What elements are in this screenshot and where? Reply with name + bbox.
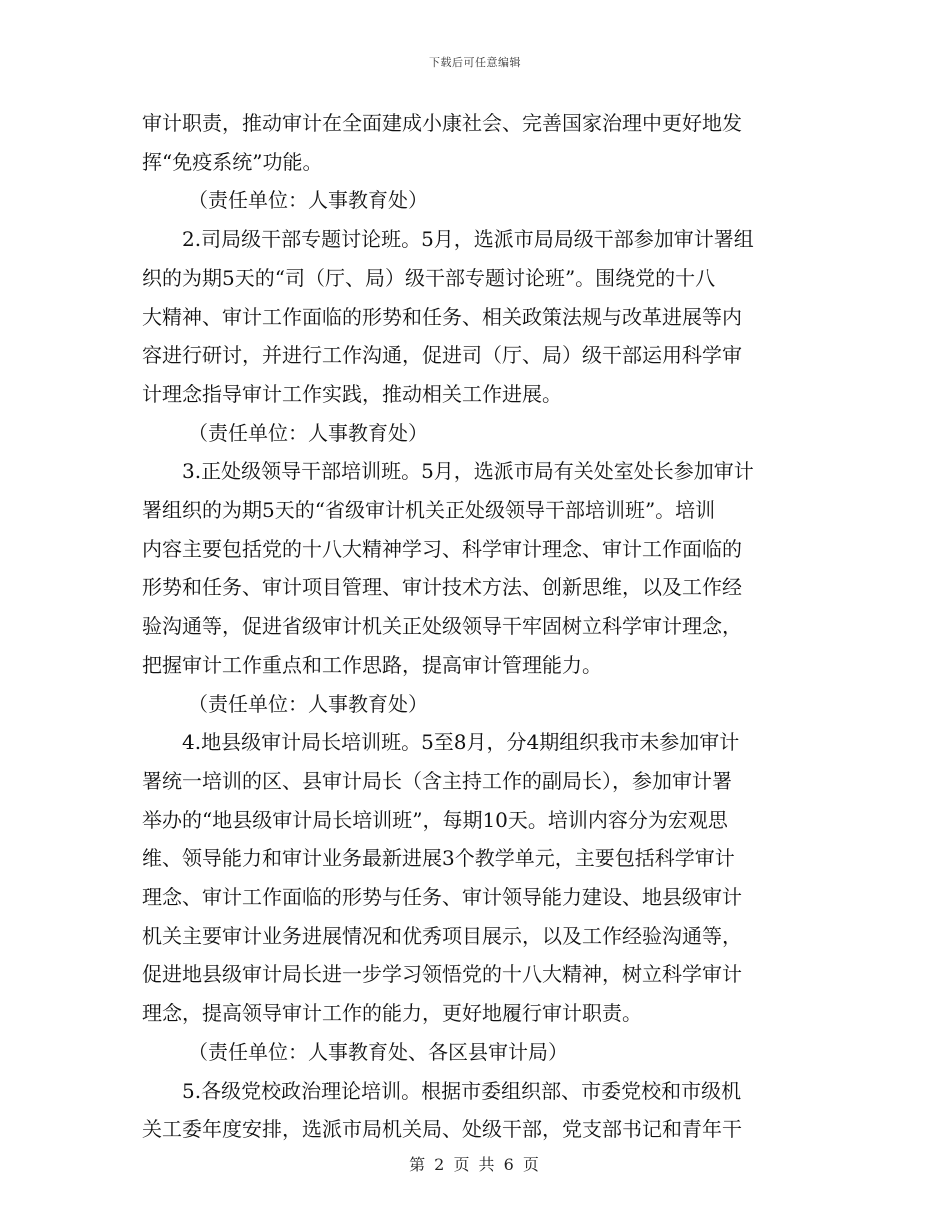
- responsibility-note: （责任单位：人事教育处、各区县审计局）: [188, 1039, 568, 1064]
- paragraph-start-line: 4.地县级审计局长培训班。5至8月，分4期组织我市未参加审计: [182, 730, 740, 755]
- text-line: 关工委年度安排，选派市局机关局、处级干部，党支部书记和青年干: [142, 1117, 742, 1142]
- text-line: 织的为期5天的“司（厅、局）级干部专题讨论班”。围绕党的十八: [142, 265, 716, 290]
- text-line: 挥“免疫系统”功能。: [142, 149, 323, 174]
- text-line: 计理念指导审计工作实践，推动相关工作进展。: [142, 381, 562, 406]
- text-line: 维、领导能力和审计业务最新进展3个教学单元，主要包括科学审计: [142, 846, 735, 871]
- text-line: 理念、审计工作面临的形势与任务、审计领导能力建设、地县级审计: [142, 885, 742, 910]
- text-line: 署统一培训的区、县审计局长（含主持工作的副局长），参加审计署: [142, 768, 732, 793]
- paragraph-start-line: 2.司局级干部专题讨论班。5月，选派市局局级干部参加审计署组: [182, 227, 754, 252]
- text-line: 理念，提高领导审计工作的能力，更好地履行审计职责。: [142, 1001, 642, 1026]
- text-line: 内容主要包括党的十八大精神学习、科学审计理念、审计工作面临的: [142, 536, 742, 561]
- text-line: 验沟通等，促进省级审计机关正处级领导干牢固树立科学审计理念，: [142, 614, 742, 639]
- responsibility-note: （责任单位：人事教育处）: [188, 188, 428, 213]
- text-line: 审计职责，推动审计在全面建成小康社会、完善国家治理中更好地发: [142, 111, 742, 135]
- text-line: 署组织的为期5天的“省级审计机关正处级领导干部培训班”。培训: [142, 498, 716, 523]
- text-line: 形势和任务、审计项目管理、审计技术方法、创新思维，以及工作经: [142, 575, 742, 600]
- responsibility-note: （责任单位：人事教育处）: [188, 420, 428, 445]
- text-line: 把握审计工作重点和工作思路，提高审计管理能力。: [142, 652, 602, 677]
- document-body: [142, 104, 814, 1149]
- text-line: 机关主要审计业务进展情况和优秀项目展示，以及工作经验沟通等，: [142, 923, 742, 948]
- paragraph-start-line: 3.正处级领导干部培训班。5月，选派市局有关处室处长参加审计: [182, 459, 754, 484]
- page-header: 下载后可任意编辑: [429, 56, 521, 69]
- text-line: 大精神、审计工作面临的形势和任务、相关政策法规与改革进展等内: [142, 304, 742, 329]
- paragraph-start-line: 5.各级党校政治理论培训。根据市委组织部、市委党校和市级机: [182, 1078, 742, 1103]
- page-footer: 第 2 页 共 6 页: [409, 1155, 541, 1174]
- responsibility-note: （责任单位：人事教育处）: [188, 691, 428, 716]
- text-line: 容进行研讨，并进行工作沟通，促进司（厅、局）级干部运用科学审: [142, 343, 742, 368]
- text-line: 举办的“地县级审计局长培训班”，每期10天。培训内容分为宏观思: [142, 807, 728, 832]
- text-line: 促进地县级审计局长进一步学习领悟党的十八大精神，树立科学审计: [142, 962, 742, 987]
